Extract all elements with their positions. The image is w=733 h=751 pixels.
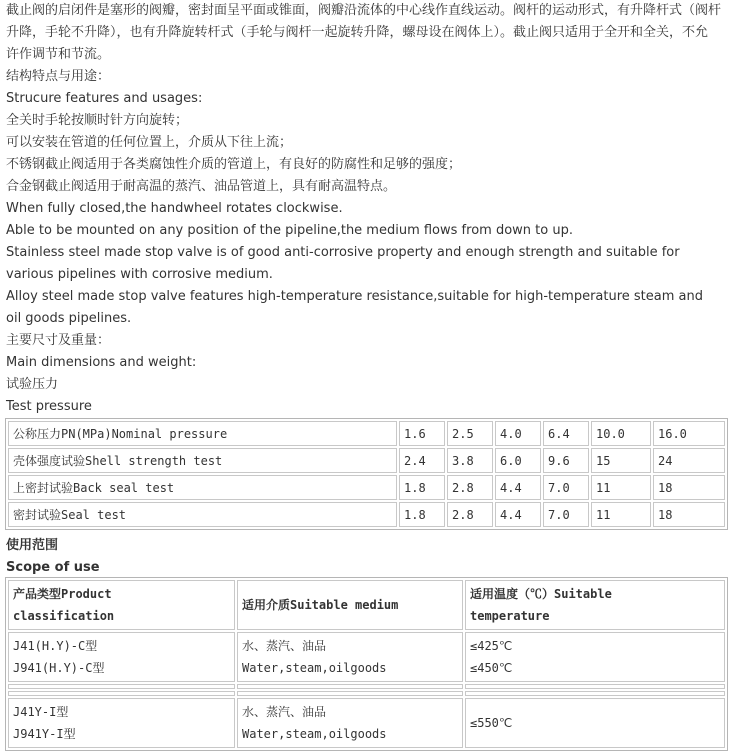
spacer-cell [8, 684, 235, 689]
scope-heading-en: Scope of use [6, 560, 100, 575]
header-temp-en: temperature [470, 609, 550, 623]
table-row [8, 632, 725, 682]
spacer-cell [237, 684, 463, 689]
table-row [8, 502, 725, 527]
medium-en: Water,steam,oilgoods [242, 727, 387, 741]
temperature-cell: ≤550℃ [465, 698, 725, 748]
medium-en: Water,steam,oilgoods [242, 661, 387, 675]
table-row [8, 448, 725, 473]
temperature-cell [465, 632, 725, 682]
feature-en-item: Alloy steel made stop valve features high-temperature resistance,suitable for high-temperature steam and [6, 289, 703, 304]
product-model: J41Y-I型 [13, 705, 69, 719]
feature-cn-item: 可以安装在管道的任何位置上，介质从下往上流； [6, 135, 293, 150]
header-product-en: classification [13, 609, 115, 623]
table-cell: 1.6 [399, 421, 445, 446]
test-pressure-heading-en: Test pressure [6, 399, 92, 414]
article-body [6, 0, 728, 418]
table-header-row [8, 580, 725, 630]
medium-cell [237, 698, 463, 748]
feature-cn-item: 全关时手轮按顺时针方向旋转； [6, 113, 189, 128]
table-cell: 18 [653, 475, 725, 500]
table-cell: 15 [591, 448, 651, 473]
table-cell: 1.8 [399, 475, 445, 500]
intro-line-3: 许作调节和节流。 [6, 47, 111, 62]
header-temp-cn: 适用温度（℃）Suitable [470, 587, 612, 601]
spacer-cell [465, 684, 725, 689]
table-cell: 7.0 [543, 475, 589, 500]
dimensions-heading-en: Main dimensions and weight: [6, 355, 197, 370]
header-temperature [465, 580, 725, 630]
row-label: 壳体强度试验Shell strength test [8, 448, 397, 473]
feature-en-item: When fully closed,the handwheel rotates clockwise. [6, 201, 343, 216]
table-cell: 10.0 [591, 421, 651, 446]
feature-en-item: oil goods pipelines. [6, 311, 132, 326]
table-row [8, 698, 725, 748]
table-cell: 3.8 [447, 448, 493, 473]
test-pressure-heading-cn: 试验压力 [6, 377, 59, 392]
spacer-row [8, 684, 725, 689]
table-cell: 2.4 [399, 448, 445, 473]
features-heading-en: Strucure features and usages: [6, 91, 203, 106]
table-cell: 7.0 [543, 502, 589, 527]
dimensions-heading-cn: 主要尺寸及重量： [6, 333, 111, 348]
intro-line-1: 截止阀的启闭件是塞形的阀瓣，密封面呈平面或锥面，阀瓣沿流体的中心线作直线运动。阀杆的运动形式，有升降杆式（阀杆 [6, 3, 722, 18]
intro-line-2: 升降，手轮不升降），也有升降旋转杆式（手轮与阀杆一起旋转升降，螺母设在阀体上）。截止阀只适用于全开和全关，不允 [6, 25, 709, 40]
test-pressure-table [5, 418, 728, 530]
table-cell: 6.0 [495, 448, 541, 473]
table-row [8, 475, 725, 500]
table-cell: 1.8 [399, 502, 445, 527]
row-label: 公称压力PN(MPa)Nominal pressure [8, 421, 397, 446]
feature-cn-item: 不锈钢截止阀适用于各类腐蚀性介质的管道上，有良好的防腐性和足够的强度； [6, 157, 462, 172]
feature-cn-item: 合金钢截止阀适用于耐高温的蒸汽、油品管道上，具有耐高温特点。 [6, 179, 397, 194]
medium-cell [237, 632, 463, 682]
product-cell [8, 632, 235, 682]
medium-cn: 水、蒸汽、油品 [242, 639, 327, 653]
product-model: J941(H.Y)-C型 [13, 661, 105, 675]
features-heading-cn: 结构特点与用途： [6, 69, 111, 84]
table-cell: 4.4 [495, 502, 541, 527]
medium-cn: 水、蒸汽、油品 [242, 705, 327, 719]
product-cell [8, 698, 235, 748]
spacer-cell [465, 691, 725, 696]
table-cell: 24 [653, 448, 725, 473]
table-cell: 2.8 [447, 502, 493, 527]
product-model: J41(H.Y)-C型 [13, 639, 98, 653]
table-cell: 16.0 [653, 421, 725, 446]
row-label: 上密封试验Back seal test [8, 475, 397, 500]
table-cell: 18 [653, 502, 725, 527]
temperature-value: ≤450℃ [470, 661, 513, 675]
header-product [8, 580, 235, 630]
spacer-row [8, 691, 725, 696]
scope-heading-cn: 使用范围 [6, 538, 59, 553]
scope-table [5, 577, 728, 751]
header-medium: 适用介质Suitable medium [237, 580, 463, 630]
table-cell: 6.4 [543, 421, 589, 446]
feature-en-item: various pipelines with corrosive medium. [6, 267, 273, 282]
header-product-cn: 产品类型Product [13, 587, 112, 601]
table-cell: 11 [591, 475, 651, 500]
product-model: J941Y-I型 [13, 727, 76, 741]
table-cell: 9.6 [543, 448, 589, 473]
table-cell: 2.8 [447, 475, 493, 500]
table-row [8, 421, 725, 446]
temperature-value: ≤425℃ [470, 639, 513, 653]
feature-en-item: Stainless steel made stop valve is of good anti-corrosive property and enough strength and suitable for [6, 245, 680, 260]
feature-en-item: Able to be mounted on any position of the pipeline,the medium flows from down to up. [6, 223, 573, 238]
spacer-cell [237, 691, 463, 696]
row-label: 密封试验Seal test [8, 502, 397, 527]
table-cell: 4.4 [495, 475, 541, 500]
spacer-cell [8, 691, 235, 696]
table-cell: 11 [591, 502, 651, 527]
table-cell: 4.0 [495, 421, 541, 446]
table-cell: 2.5 [447, 421, 493, 446]
